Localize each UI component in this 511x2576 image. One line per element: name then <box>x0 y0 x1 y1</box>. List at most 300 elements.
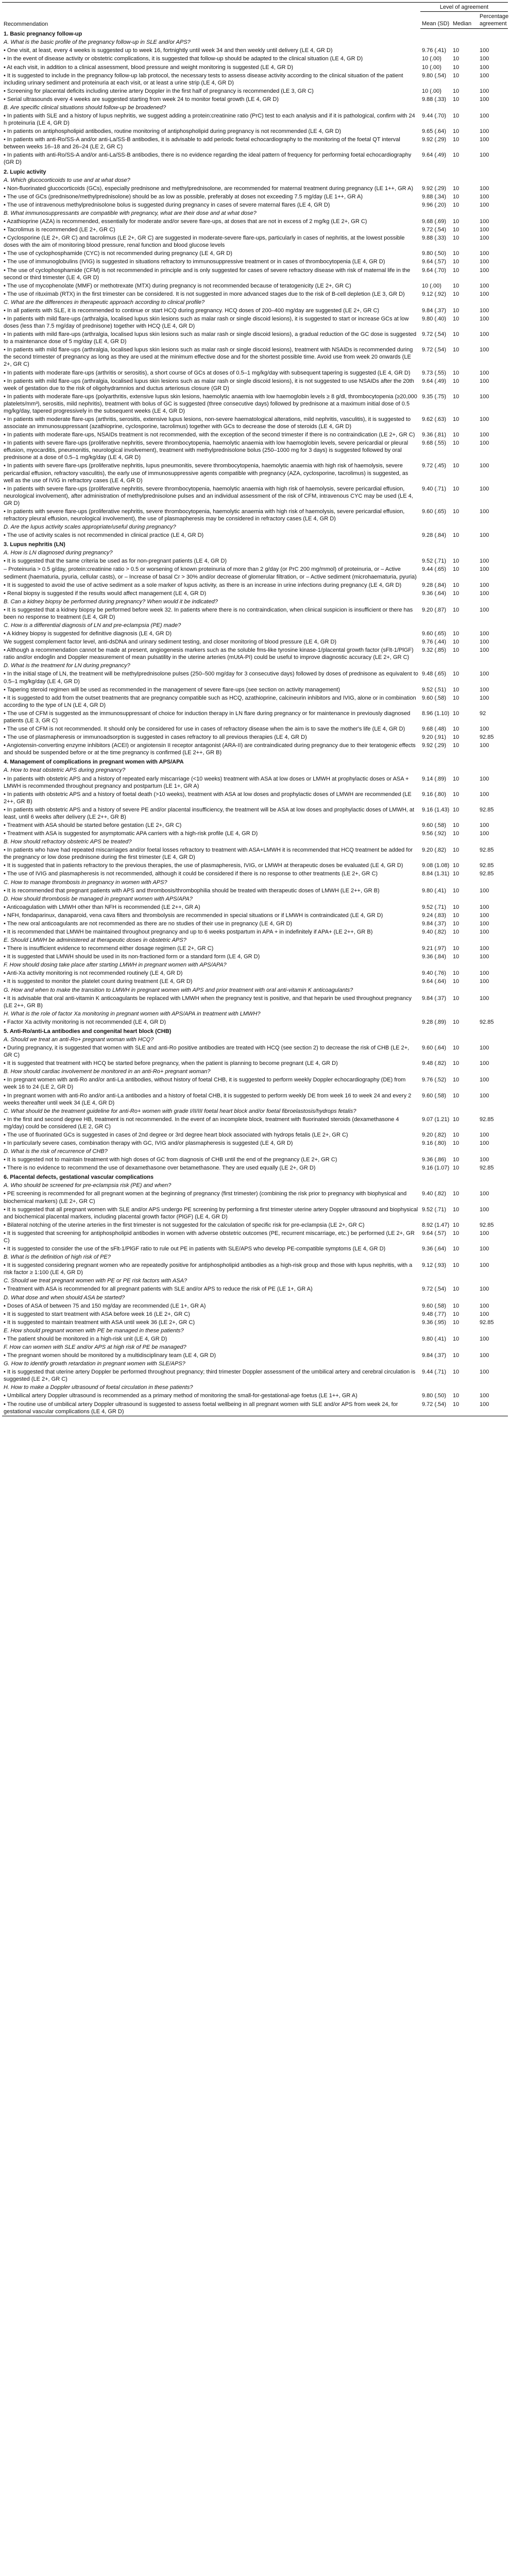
mean-sd-value: 9.80 (.41) <box>422 887 447 894</box>
recommendation-text: • In the first and second degree HB, treatment is not recommended. In the event of an incomplete block, treatment with fluorinated steroids (dexamethasone 4 mg/day) could be considered (LE 2, GR C) <box>4 1116 399 1130</box>
recommendation-text: • In patients with obstetric APS and a history of repeated early miscarriage (<10 weeks) treatment with ASA at low doses or LMWH at prophylactic doses or ASA + LMWH is recommended throughout pregnancy and postpartum (LE 1+, GR A) <box>4 775 409 789</box>
mean-sd-value: 9.16 (.80) <box>422 791 447 798</box>
percentage-agreement-value: 100 <box>480 1246 489 1252</box>
mean-sd-value: 9.28 (.89) <box>422 1019 447 1025</box>
recommendation-text: • The use of fluorinated GCs is suggested in cases of 2nd degree or 3rd degree heart block associated with hydrops fetalis (LE 2+, GR C) <box>4 1131 348 1138</box>
recommendation-text: • It is suggested that all pregnant women with SLE and/or APS undergo PE screening by performing a first trimester uterine artery Doppler ultrasound and biophysical and biochemical placental markers, including placental growth factor (PlGF) (LE 4, GR D) <box>4 1206 418 1220</box>
median-value: 10 <box>453 463 459 469</box>
mean-sd-value: 9.72 (.54) <box>422 1286 447 1293</box>
median-value: 10 <box>453 64 459 71</box>
table-row <box>2 821 508 829</box>
mean-sd-value: 9.40 (.82) <box>422 928 447 935</box>
median-value: 10 <box>453 847 459 854</box>
recommendation-text: • In pregnant women with anti-Ro and/or anti-La antibodies, without history of foetal CHB, it is suggested to perform weekly Doppler echocardiography (DE) from week 16 to 24 (LE 2, GR D) <box>4 1077 406 1091</box>
recommendation-text: • It is suggested that in patients refractory to the previous therapies, the use of plasmapheresis, IVIG, or LMWH at therapeutic doses be evaluated (LE 4, GR D) <box>4 862 403 869</box>
median-value: 10 <box>453 291 459 297</box>
recommendation-text: • Screening for placental deficits including uterine artery Doppler in the first half of pregnancy is recommended (LE 3, GR C) <box>4 88 314 94</box>
percentage-agreement-value: 92.85 <box>480 1116 494 1123</box>
table-row <box>2 217 508 226</box>
question-text: A. What is the basic profile of the pregnancy follow-up in SLE and/or APS? <box>4 39 191 46</box>
percentage-agreement-value: 100 <box>480 485 489 492</box>
percentage-agreement-value: 100 <box>480 1077 489 1083</box>
mean-sd-value: 9.72 (.54) <box>422 331 447 338</box>
question-row <box>2 961 508 969</box>
median-value: 10 <box>453 904 459 910</box>
mean-sd-value: 9.88 (.33) <box>422 235 447 242</box>
percentage-agreement-value: 100 <box>480 639 489 646</box>
table-row <box>2 709 508 725</box>
recommendation-text: • In patients with moderate flare-ups (polyarthritis, extensive lupus skin lesions, haemolytic anaemia with low haemoglobin levels ≥ 8 g/dl, thrombocytopenia (≥20,000 platelets/mm³), serositis, mild nephritis), treatment with bolus of GC is suggested (three consecutive days) followed by prednisone at a maximum initial dose of 0.5 mg/kg/day, tapered progressively in the subsequent weeks (LE 4, GR D) <box>4 393 417 414</box>
recommendation-text: • Treatment with ASA is suggested for asymptomatic APA carriers with a high-risk profile (LE 4, GR D) <box>4 831 258 837</box>
recommendation-text: • In patients with anti-Ro/SS-A and/or anti-La/SS-B antibodies, there is no evidence regarding the ideal pattern of frequency for performing foetal echocardiography (GR D) <box>4 152 412 166</box>
section-heading: 6. Placental defects, gestational vascular complications <box>4 1174 154 1181</box>
mean-sd-value: 9.64 (.70) <box>422 267 447 274</box>
recommendation-text: • In the initial stage of LN, the treatment will be methylprednisolone pulses (250–500 mg/day for 3 consecutive days) followed by doses of prednisone as equivalent to 0.5–1 mg/kg/day (LE 4, GR D) <box>4 671 418 685</box>
table-row <box>2 1318 508 1327</box>
table-row <box>2 439 508 462</box>
table-row <box>2 193 508 201</box>
percentage-agreement-value: 100 <box>480 1230 489 1236</box>
median-value: 10 <box>453 1246 459 1252</box>
mean-sd-value: 9.76 (.44) <box>422 639 447 646</box>
mean-sd-value: 9.84 (.37) <box>422 995 447 1002</box>
mean-sd-value: 9.64 (.49) <box>422 152 447 159</box>
question-text: A. Who should be screened for pre-eclampsia risk (PE) and when? <box>4 1182 172 1189</box>
table-row <box>2 1092 508 1107</box>
question-row <box>2 1277 508 1285</box>
recommendation-text: • In patients with moderate flare-ups (arthritis or serositis), a short course of GCs at doses of 0.5–1 mg/kg/day with subsequent tapering is suggested (LE 4, GR D) <box>4 369 411 376</box>
table-header <box>2 3 508 29</box>
mean-sd-value: 9.60 (.58) <box>422 822 447 828</box>
table-row <box>2 725 508 733</box>
median-value: 10 <box>453 639 459 646</box>
mean-sd-value: 9.20 (.87) <box>422 606 447 613</box>
mean-sd-value: 9.14 (.89) <box>422 775 447 782</box>
question-text: E. Should LMWH be administered at therapeutic doses in obstetric APS? <box>4 937 186 944</box>
recommendation-text: • In particularly severe cases, combination therapy with GC, IVIG and/or plasmapheresis is suggested (LE 4, GR D) <box>4 1140 293 1147</box>
median-value: 10 <box>453 440 459 447</box>
median-value: 10 <box>453 152 459 159</box>
mean-sd-value: 9.60 (.65) <box>422 508 447 515</box>
median-value: 10 <box>453 995 459 1002</box>
median-value: 10 <box>453 218 459 225</box>
mean-sd-value: 10 (.00) <box>422 88 441 94</box>
recommendation-text: • It is suggested that treatment with HCQ be started before pregnancy, when the patient is planning to become pregnant (LE 4, GR D) <box>4 1060 338 1067</box>
recommendation-text: • In patients with obstetric APS and a history of foetal death (>10 weeks), treatment with ASA at low doses and prophylactic doses of LMWH are recommended (LE 2++, GR B) <box>4 791 412 805</box>
median-value: 10 <box>453 185 459 192</box>
median-value: 10 <box>453 647 459 654</box>
recommendation-text: • The use of cyclophosphamide (CFM) is not recommended in principle and is only suggested for cases of severe refractory disease with risk of maternal life in the second or third trimester (LE 4, GR D) <box>4 267 411 281</box>
percentage-agreement-value: 92.85 <box>480 1019 494 1025</box>
mean-sd-value: 9.76 (.41) <box>422 47 447 54</box>
median-value: 10 <box>453 686 459 693</box>
mean-sd-value: 9.24 (.83) <box>422 912 447 919</box>
table-row <box>2 589 508 598</box>
question-text: B. How should refractory obstetric APS be treated? <box>4 839 132 845</box>
recommendation-text: • It is advisable that oral anti-vitamin K anticoagulants be replaced with LMWH when the pregnancy test is positive, and that heparin be used throughout pregnancy (LE 2++, GR B) <box>4 995 412 1009</box>
recommendation-text: • Renal biopsy is suggested if the results would affect management (LE 4, GR D) <box>4 590 207 597</box>
percentage-agreement-value: 100 <box>480 954 489 960</box>
percentage-agreement-value: 100 <box>480 96 489 103</box>
median-value: 10 <box>453 1369 459 1376</box>
mean-sd-value: 9.36 (.95) <box>422 1319 447 1326</box>
section-heading-row <box>2 539 508 549</box>
recommendation-text: • The use of CFM is not recommended. It should only be considered for use in cases of refractory disease when the aim is to save the mother's life (LE 4, GR D) <box>4 726 405 733</box>
recommendation-text: • It is suggested to avoid the use of active sediment as a sole marker of lupus activity, as there is an increase in urine infections during pregnancy (LE 4, GR D) <box>4 582 402 588</box>
median-value: 10 <box>453 710 459 717</box>
percentage-agreement-value: 100 <box>480 945 489 952</box>
table-row <box>2 112 508 127</box>
median-value: 10 <box>453 96 459 103</box>
table-row <box>2 630 508 638</box>
question-text: B. How should cardiac involvement be monitored in an anti-Ro+ pregnant woman? <box>4 1069 211 1075</box>
table-row <box>2 557 508 565</box>
median-value: 10 <box>453 582 459 588</box>
mean-sd-value: 9.40 (.76) <box>422 970 447 977</box>
section-heading-row <box>2 757 508 766</box>
recommendation-text: • It is recommended that pregnant patients with APS and thrombosis/thrombophilia should be treated with therapeutic doses of LMWH (LE 2++, GR B) <box>4 887 380 894</box>
mean-sd-value: 9.40 (.71) <box>422 485 447 492</box>
question-text: B. What is the definition of high risk of PE? <box>4 1254 111 1261</box>
recommendation-text: • The use of mycophenolate (MMF) or methotrexate (MTX) during pregnancy is not recommended because of teratogenicity (LE 2+, GR C) <box>4 282 351 289</box>
table-row <box>2 87 508 95</box>
mean-sd-value: 9.44 (.65) <box>422 566 447 573</box>
section-heading-row <box>2 167 508 176</box>
mean-sd-value: 9.72 (.54) <box>422 347 447 353</box>
mean-sd-value: 9.07 (1.21) <box>422 1116 450 1123</box>
percentage-agreement-value: 100 <box>480 56 489 62</box>
table-row <box>2 72 508 87</box>
question-text: C. Should we treat pregnant women with PE or PE risk factors with ASA? <box>4 1278 188 1284</box>
recommendation-text: • Although a recommendation cannot be made at present, angiogenesis markers such as the soluble fms-like tyrosine kinase-1/placental growth factor (sFlt-1/PlGF) ratio and/or endoglin and Doppler measurement of mean pulsatility in the uterine arteries (mUtA-PI) could be useful to improve diagnostic accuracy (LE 2+, GR C) <box>4 647 414 661</box>
percentage-agreement-value: 92 <box>480 710 486 717</box>
recommendation-text: • The use of CFM is suggested as the immunosuppressant of choice for induction therapy in LN flare during pregnancy or for maintenance in previously diagnosed patients (LE 3, GR C) <box>4 710 411 724</box>
question-row <box>2 38 508 46</box>
recommendation-text: • Bilateral notching of the uterine arteries in the first trimester is not suggested for the calculation of specific risk for pre-eclampsia (LE 2+, GR C) <box>4 1222 365 1228</box>
table-row <box>2 1164 508 1172</box>
mean-sd-value: 10 (.00) <box>422 282 441 289</box>
percentage-agreement-value: 100 <box>480 1311 489 1317</box>
table-row <box>2 1302 508 1310</box>
percentage-agreement-value: 100 <box>480 791 489 798</box>
table-row <box>2 184 508 193</box>
mean-sd-value: 9.52 (.71) <box>422 1206 447 1213</box>
median-value: 10 <box>453 631 459 637</box>
table-row <box>2 369 508 377</box>
percentage-agreement-value: 100 <box>480 1352 489 1359</box>
table-row <box>2 920 508 928</box>
mean-sd-value: 9.16 (1.07) <box>422 1165 450 1172</box>
mean-sd-value: 9.84 (.37) <box>422 920 447 927</box>
median-value: 10 <box>453 928 459 935</box>
recommendation-text: • In patients with moderate flare-ups, NSAIDs treatment is not recommended, with the exception of the second trimester if there is no contraindication (LE 2+, GR C) <box>4 432 415 438</box>
mean-sd-value: 9.88 (.34) <box>422 193 447 200</box>
table-row <box>2 670 508 685</box>
mean-sd-value: 9.20 (.82) <box>422 1131 447 1138</box>
mean-sd-value: 9.48 (.65) <box>422 671 447 677</box>
question-text: B. Are specific clinical situations should follow-up be broadened? <box>4 104 166 111</box>
table-row <box>2 377 508 393</box>
percentage-agreement-value: 100 <box>480 508 489 515</box>
percentage-agreement-value: 100 <box>480 440 489 447</box>
median-value: 10 <box>453 871 459 877</box>
mean-sd-value: 9.88 (.33) <box>422 96 447 103</box>
median-value: 10 <box>453 1060 459 1067</box>
mean-sd-value: 9.35 (.75) <box>422 393 447 400</box>
mean-sd-value: 9.52 (.51) <box>422 686 447 693</box>
percentage-agreement-value: 100 <box>480 1206 489 1213</box>
percentage-agreement-value: 100 <box>480 128 489 135</box>
table-row <box>2 290 508 298</box>
median-value: 10 <box>453 1222 459 1228</box>
recommendation-text: • Azathioprine (AZA) is recommended, essentially for moderate and/or severe flare-ups, at doses that are not in excess of 2 mg/kg (LE 2+, GR C) <box>4 218 367 225</box>
median-value: 10 <box>453 378 459 384</box>
percentage-agreement-value: 100 <box>480 970 489 977</box>
median-value: 10 <box>453 1401 459 1408</box>
median-value: 10 <box>453 1157 459 1163</box>
mean-sd-value: 9.92 (.29) <box>422 742 447 749</box>
table-row <box>2 393 508 415</box>
percentage-agreement-value: 100 <box>480 582 489 588</box>
mean-sd-value: 9.28 (.84) <box>422 532 447 539</box>
table-row <box>2 887 508 895</box>
recommendation-text: • One visit, at least, every 4 weeks is suggested up to week 16, fortnightly until week 34 and then weekly until delivery (LE 4, GR D) <box>4 47 333 54</box>
mean-sd-value: 9.48 (.82) <box>422 1060 447 1067</box>
header-mean: Mean (SD) <box>420 12 451 29</box>
median-value: 10 <box>453 590 459 597</box>
mean-sd-value: 9.60 (.64) <box>422 1045 447 1052</box>
percentage-agreement-value: 100 <box>480 928 489 935</box>
median-value: 10 <box>453 1393 459 1399</box>
percentage-agreement-value: 100 <box>480 566 489 573</box>
recommendations-table <box>2 2 508 1416</box>
median-value: 10 <box>453 56 459 62</box>
median-value: 10 <box>453 508 459 515</box>
percentage-agreement-value: 92.85 <box>480 862 494 869</box>
table-row <box>2 581 508 589</box>
mean-sd-value: 9.16 (1.43) <box>422 806 450 813</box>
table-row <box>2 507 508 523</box>
median-value: 10 <box>453 235 459 242</box>
percentage-agreement-value: 100 <box>480 686 489 693</box>
percentage-agreement-value: 100 <box>480 369 489 376</box>
question-text: G. How to identify growth retardation in pregnant women with SLE/APS? <box>4 1361 185 1367</box>
mean-sd-value: 9.52 (.71) <box>422 904 447 910</box>
median-value: 10 <box>453 1206 459 1213</box>
recommendation-text: • It is suggested considering pregnant women who are repeatedly positive for antiphospholipid antibodies as a high-risk group and those with lupus nephritis, with a risk factor ≥ 1:100 (LE 4, GR D) <box>4 1262 413 1276</box>
percentage-agreement-value: 100 <box>480 463 489 469</box>
percentage-agreement-value: 100 <box>480 1060 489 1067</box>
section-heading: 5. Anti-Ro/anti-La antibodies and congenital heart block (CHB) <box>4 1028 172 1035</box>
recommendation-text: • In patients with severe flare-ups (proliferative nephritis, severe thrombocytopenia, haemolytic anaemia with low haemoglobin levels, severe pericardial or pleural effusion, myocarditis, pneumonitis, neurological involvement), treatment with methylprednisolone bolus (250–1000 mg for 3 days) is suggested followed by oral prednisone at a dose of 0.5–1 mg/kg/day (LE 4, GR D) <box>4 440 408 461</box>
table-row <box>2 994 508 1010</box>
question-text: H. What is the role of factor Xa monitoring in pregnant women with APS/APA in treatment with LMWH? <box>4 1010 261 1017</box>
question-row <box>2 1036 508 1044</box>
table-row <box>2 201 508 209</box>
table-row <box>2 1044 508 1059</box>
question-row <box>2 209 508 217</box>
section-heading-row <box>2 1172 508 1181</box>
table-row <box>2 861 508 870</box>
median-value: 10 <box>453 347 459 353</box>
median-value: 10 <box>453 128 459 135</box>
recommendation-text: • It is suggested to include in the pregnancy follow-up lab protocol, the necessary tests to assess disease activity according to the clinical situation of the patient including urinary sediment and proteinuria at each visit, or at least a urine strip (LE 4, GR D) <box>4 72 403 86</box>
recommendation-text: • Serial ultrasounds every 4 weeks are suggested starting from week 24 to monitor foetal growth (LE 4, GR D) <box>4 96 279 103</box>
mean-sd-value: 9.72 (.45) <box>422 463 447 469</box>
table-row <box>2 686 508 694</box>
recommendation-text: • Factor Xa activity monitoring is not recommended (LE 4, GR D) <box>4 1019 166 1025</box>
mean-sd-value: 9.21 (.97) <box>422 945 447 952</box>
percentage-agreement-value: 100 <box>480 88 489 94</box>
percentage-agreement-value: 92.85 <box>480 871 494 877</box>
table-row <box>2 606 508 621</box>
percentage-agreement-value: 100 <box>480 137 489 143</box>
question-text: F. How can women with SLE and/or APS at high risk of PE be managed? <box>4 1344 186 1350</box>
table-row <box>2 1221 508 1229</box>
median-value: 10 <box>453 1045 459 1052</box>
mean-sd-value: 9.65 (.64) <box>422 128 447 135</box>
recommendation-text: • It is recommended that LMWH be maintained throughout pregnancy and up to 6 weeks postpartum in APA + in indefinitely if APA+ (LE 2++, GR B) <box>4 928 373 935</box>
median-value: 10 <box>453 954 459 960</box>
median-value: 10 <box>453 282 459 289</box>
question-row <box>2 549 508 557</box>
percentage-agreement-value: 100 <box>480 307 489 314</box>
median-value: 10 <box>453 945 459 952</box>
recommendation-text: • It is suggested to maintain treatment with ASA until week 36 (LE 2+, GR C) <box>4 1319 195 1326</box>
percentage-agreement-value: 100 <box>480 1045 489 1052</box>
table-row <box>2 694 508 709</box>
table-row <box>2 462 508 484</box>
question-row <box>2 662 508 670</box>
recommendation-text: • Treatment with ASA is recommended for all pregnant patients with SLE and/or APS to reduce the risk of PE (LE 1+, GR A) <box>4 1286 313 1293</box>
table-row <box>2 565 508 581</box>
median-value: 10 <box>453 1116 459 1123</box>
recommendation-text: • Angiotensin-converting enzyme inhibitors (ACEI) or angiotensin II receptor antagonist (ARA-II) are contraindicated during pregnancy due to their teratogenic effects and should be suspended before or at the time pregnancy is confirmed (LE 2++, GR B) <box>4 742 416 756</box>
table-row <box>2 63 508 72</box>
table-row <box>2 1335 508 1343</box>
mean-sd-value: 9.60 (.58) <box>422 1302 447 1309</box>
median-value: 10 <box>453 72 459 79</box>
recommendation-text: • Doses of ASA of between 75 and 150 mg/day are recommended (LE 1+, GR A) <box>4 1302 206 1309</box>
percentage-agreement-value: 100 <box>480 647 489 654</box>
median-value: 10 <box>453 791 459 798</box>
recommendation-text: • It is suggested that the same criteria be used as for non-pregnant patients (LE 4, GR D) <box>4 558 227 565</box>
mean-sd-value: 9.80 (.50) <box>422 1393 447 1399</box>
question-text: C. How is a differential diagnosis of LN and pre-eclampsia (PE) made? <box>4 622 181 629</box>
median-value: 10 <box>453 485 459 492</box>
mean-sd-value: 9.12 (.93) <box>422 1262 447 1269</box>
percentage-agreement-value: 100 <box>480 64 489 71</box>
question-row <box>2 1294 508 1302</box>
table-row <box>2 1156 508 1164</box>
table-row <box>2 1229 508 1245</box>
percentage-agreement-value: 100 <box>480 912 489 919</box>
question-row <box>2 104 508 112</box>
question-row <box>2 1327 508 1335</box>
table-body <box>2 29 508 1416</box>
question-row <box>2 523 508 531</box>
table-row <box>2 330 508 346</box>
mean-sd-value: 9.36 (.84) <box>422 954 447 960</box>
section-heading: 1. Basic pregnancy follow-up <box>4 31 82 38</box>
percentage-agreement-value: 100 <box>480 606 489 613</box>
recommendation-text: • The use of cyclophosphamide (CYC) is not recommended during pregnancy (LE 4, GR D) <box>4 250 232 257</box>
table-row <box>2 1400 508 1416</box>
table-row <box>2 46 508 55</box>
table-row <box>2 638 508 646</box>
mean-sd-value: 9.68 (.69) <box>422 218 447 225</box>
recommendation-text: • In all patients with SLE, it is recommended to continue or start HCQ during pregnancy. HCQ doses of 200–400 mg/day are suggested (LE 2+, GR C) <box>4 307 380 314</box>
mean-sd-value: 9.64 (.57) <box>422 1230 447 1236</box>
mean-sd-value: 9.28 (.84) <box>422 582 447 588</box>
median-value: 10 <box>453 227 459 233</box>
recommendation-text: • In patients with severe flare-ups (proliferative nephritis, severe thrombocytopenia, haemolytic anaemia with high risk of haemolysis, severe pericardial effusion, neurological involvement), after administration of methylprednisolone pulses and an individual assessment of the risk of CFM, intravenous CYC may be used (LE 4, GR D) <box>4 485 413 506</box>
percentage-agreement-value: 100 <box>480 558 489 565</box>
question-row <box>2 1253 508 1261</box>
recommendation-text: • The new oral anticoagulants are not recommended as there are no studies of their use in pregnancy (LE 4, GR D) <box>4 920 293 927</box>
median-value: 10 <box>453 393 459 400</box>
percentage-agreement-value: 100 <box>480 1191 489 1197</box>
median-value: 10 <box>453 47 459 54</box>
recommendation-text: • In patients with mild flare-ups (arthralgia, localised lupus skin lesions such as malar rash or single discoid lesions), a gradual reduction of the GC dose is suggested to a maintenance dose of 5 mg/day (LE 4, GR D) <box>4 331 417 345</box>
median-value: 10 <box>453 806 459 813</box>
percentage-agreement-value: 100 <box>480 185 489 192</box>
table-row <box>2 531 508 539</box>
header-recommendation: Recommendation <box>4 21 48 27</box>
mean-sd-value: 9.12 (.92) <box>422 291 447 297</box>
median-value: 10 <box>453 267 459 274</box>
question-text: B. Can a kidney biopsy be performed during pregnancy? When would it be indicated? <box>4 598 218 605</box>
median-value: 10 <box>453 920 459 927</box>
table-row <box>2 944 508 953</box>
recommendation-text: • In patients on antiphospholipid antibodies, routine monitoring of antiphospholipid during pregnancy is not recommended (LE 4, GR D) <box>4 128 342 135</box>
table-row <box>2 1115 508 1131</box>
question-text: A. How to treat obstetric APS during pregnancy? <box>4 767 126 774</box>
recommendation-text: • In the event of disease activity or obstetric complications, it is suggested that follow-up should be adapted to the clinical situation (LE 4, GR D) <box>4 56 363 62</box>
percentage-agreement-value: 100 <box>480 1369 489 1376</box>
mean-sd-value: 9.52 (.71) <box>422 558 447 565</box>
table-row <box>2 1245 508 1253</box>
recommendation-text: We suggest complement factor level, anti-dsDNA and urinary sediment testing, and closer monitoring of blood pressure (LE 4, GR D) <box>4 639 337 646</box>
recommendation-text: • In patients with obstetric APS and a history of severe PE and/or placental insufficiency, the treatment will be ASA at low doses and prophylactic doses of LMWH, at least, until 6 weeks after delivery (LE 2++, GR B) <box>4 806 415 820</box>
section-heading: 3. Lupus nephritis (LN) <box>4 541 65 548</box>
question-row <box>2 878 508 887</box>
table-row <box>2 151 508 166</box>
recommendation-text: • During pregnancy, it is suggested that women with SLE and anti-Ro positive antibodies are treated with HCQ (see section 2) to decrease the risk of CHB (LE 2+, GR C) <box>4 1045 410 1059</box>
median-value: 10 <box>453 1077 459 1083</box>
question-row <box>2 176 508 184</box>
median-value: 10 <box>453 532 459 539</box>
percentage-agreement-value: 100 <box>480 1140 489 1147</box>
mean-sd-value: 9.62 (.63) <box>422 416 447 422</box>
percentage-agreement-value: 100 <box>480 1401 489 1408</box>
mean-sd-value: 9.76 (.52) <box>422 1077 447 1083</box>
recommendation-text: • In patients with severe flare-ups (proliferative nephritis, severe thrombocytopenia, haemolytic anaemia with high risk of haemolysis, severe pericardial effusion, refractory pleural effusion, neurological involvement), the use of plasmapheresis may be considered in refractory cases (LE 4, GR D) <box>4 508 405 522</box>
recommendation-text: • In pregnant women with anti-Ro and/or anti-La antibodies and a history of foetal CHB, it is suggested to perform weekly DE from week 16 to week 24 and every 2 weeks thereafter until week 34 (LE 4, GR D) <box>4 1092 412 1106</box>
median-value: 10 <box>453 887 459 894</box>
mean-sd-value: 9.64 (.49) <box>422 378 447 384</box>
recommendation-text: • It is suggested that screening for antiphospholipid antibodies in women with adverse obstetric outcomes (PE, recurrent miscarriage, etc.) be performed (LE 2+, GR C) <box>4 1230 415 1244</box>
percentage-agreement-value: 100 <box>480 227 489 233</box>
mean-sd-value: 9.96 (.20) <box>422 201 447 208</box>
recommendation-text: • The use of immunoglobulins (IVIG) is suggested in situations refractory to immunosuppressive treatment or in cases of thrombocytopenia (LE 4, GR D) <box>4 259 385 265</box>
mean-sd-value: 9.16 (.80) <box>422 1140 447 1147</box>
percentage-agreement-value: 100 <box>480 1262 489 1269</box>
median-value: 10 <box>453 432 459 438</box>
percentage-agreement-value: 100 <box>480 193 489 200</box>
question-row <box>2 621 508 630</box>
recommendation-text: • It is suggested that LMWH should be used in its non-fractioned form or a standard form (LE 4, GR D) <box>4 954 260 960</box>
